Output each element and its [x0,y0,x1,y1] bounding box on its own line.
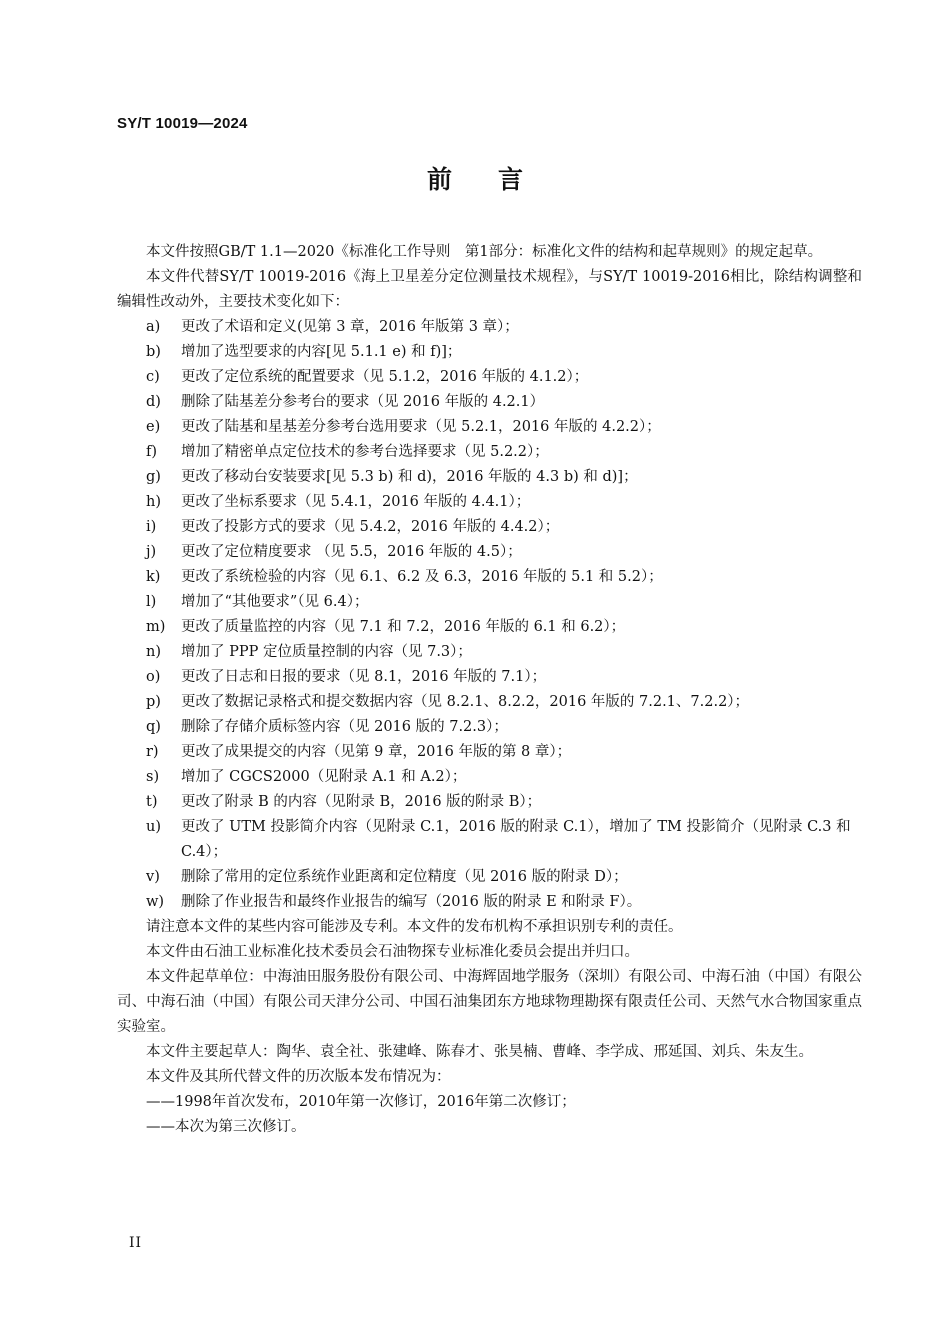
list-item-text: 更改了质量监控的内容（见 7.1 和 7.2，2016 年版的 6.1 和 6.2）； [181,619,626,635]
list-marker: w) [146,894,165,910]
patent-notice: 请注意本文件的某些内容可能涉及专利。本文件的发布机构不承担识别专利的责任。 [146,919,683,935]
list-item-text: 删除了存储介质标签内容（见 2016 版的 7.2.3）； [181,719,508,735]
intro-paragraph: 本文件按照GB/T 1.1—2020《标准化工作导则 第1部分：标准化文件的结构和起草规则》的规定起草。 [146,244,823,260]
list-item [117,440,862,465]
list-item-text: 更改了投影方式的要求（见 5.4.2，2016 年版的 4.4.2）； [181,519,560,535]
list-item [117,765,862,790]
list-item [117,740,862,765]
list-item [117,415,862,440]
list-item-text: 更改了数据记录格式和提交数据内容（见 8.2.1、8.2.2，2016 年版的 7.2.1、7.2.2）； [181,694,750,710]
list-marker: l) [146,594,157,610]
list-item [117,490,862,515]
list-item [117,690,862,715]
list-item [117,465,862,490]
list-marker: u) [146,819,161,835]
list-item [117,715,862,740]
proposer-statement: 本文件由石油工业标准化技术委员会石油物探专业标准化委员会提出并归口。 [146,944,639,960]
list-marker: j) [146,544,157,560]
intro-paragraph: 本文件代替SY/T 10019-2016《海上卫星差分定位测量技术规程》，与SY/T 10019-2016相比，除结构调整和编辑性改动外，主要技术变化如下： [117,269,862,310]
list-marker: v) [146,869,160,885]
list-item [117,790,862,815]
list-item-text: 更改了坐标系要求（见 5.4.1，2016 年版的 4.4.1）； [181,494,531,510]
page-number: II [129,1235,143,1251]
list-marker: s) [146,769,160,785]
list-marker: a) [146,319,161,335]
list-item-text: 更改了系统检验的内容（见 6.1、6.2 及 6.3，2016 年版的 5.1 和 5.2）； [181,569,663,585]
list-item-text: 更改了移动台安装要求[见 5.3 b) 和 d)，2016 年版的 4.3 b) 和 d)]； [181,469,638,485]
list-item-text: 更改了附录 B 的内容（见附录 B，2016 版的附录 B）； [181,794,542,810]
list-item [117,390,862,415]
list-marker: o) [146,669,161,685]
list-marker: h) [146,494,161,510]
list-marker: d) [146,394,161,410]
list-item [117,565,862,590]
list-marker: i) [146,519,157,535]
list-item-text: 增加了选型要求的内容[见 5.1.1 e) 和 f)]； [181,344,462,360]
list-marker: k) [146,569,161,585]
list-item-text: 删除了陆基差分参考台的要求（见 2016 年版的 4.2.1） [181,394,545,410]
list-item-text: 增加了 PPP 定位质量控制的内容（见 7.3）； [181,644,472,660]
list-item-text: 增加了 CGCS2000（见附录 A.1 和 A.2）； [181,769,467,785]
list-item [117,890,862,915]
list-marker: e) [146,419,161,435]
list-marker: c) [146,369,160,385]
list-item-text: 增加了“其他要求”（见 6.4）； [181,594,369,610]
list-item [117,315,862,340]
list-item-text: 增加了精密单点定位技术的参考台选择要求（见 5.2.2）； [181,444,549,460]
list-marker: m) [146,619,166,635]
list-marker: t) [146,794,158,810]
list-marker: q) [146,719,161,735]
foreword-body [117,240,862,1140]
changes-list [117,315,862,915]
history-item: ——1998年首次发布，2010年第一次修订，2016年第二次修订； [146,1094,576,1110]
list-marker: p) [146,694,161,710]
list-marker: r) [146,744,159,760]
list-marker: n) [146,644,161,660]
list-item [117,365,862,390]
standard-code: SY/T 10019—2024 [117,115,248,132]
list-item-text: 更改了陆基和星基差分参考台选用要求（见 5.2.1，2016 年版的 4.2.2）； [181,419,661,435]
list-item-text: 删除了作业报告和最终作业报告的编写（2016 版的附录 E 和附录 F）。 [181,894,642,910]
list-item [117,640,862,665]
history-item: ——本次为第三次修订。 [146,1119,306,1135]
list-item-text: 更改了定位系统的配置要求（见 5.1.2，2016 年版的 4.1.2）； [181,369,589,385]
list-marker: b) [146,344,161,360]
list-item-text: 更改了日志和日报的要求（见 8.1，2016 年版的 7.1）； [181,669,547,685]
history-intro: 本文件及其所代替文件的历次版本发布情况为： [146,1069,451,1085]
list-marker: f) [146,444,158,460]
list-item [117,865,862,890]
list-item-text: 删除了常用的定位系统作业距离和定位精度（见 2016 版的附录 D）； [181,869,628,885]
list-marker: g) [146,469,161,485]
list-item [117,590,862,615]
list-item [117,615,862,640]
page-title: 前言 [426,165,569,194]
list-item-text: 更改了术语和定义(见第 3 章，2016 年版第 3 章）； [181,319,519,335]
list-item [117,665,862,690]
list-item [117,815,862,865]
list-item [117,515,862,540]
list-item-text: 更改了成果提交的内容（见第 9 章，2016 年版的第 8 章）； [181,744,572,760]
list-item-text: 更改了 UTM 投影简介内容（见附录 C.1，2016 版的附录 C.1），增加了 TM 投影简介（见附录 C.3 和 C.4）； [181,819,851,860]
drafters: 本文件主要起草人：陶华、袁全社、张建峰、陈春才、张昊楠、曹峰、李学成、邢延国、刘兵、朱友生。 [146,1044,813,1060]
list-item-text: 更改了定位精度要求 （见 5.5，2016 年版的 4.5）； [181,544,522,560]
list-item [117,340,862,365]
drafting-units: 本文件起草单位：中海油田服务股份有限公司、中海辉固地学服务（深圳）有限公司、中海石油（中国）有限公司、中海石油（中国）有限公司天津分公司、中国石油集团东方地球物理勘探有限责任公司、天然气水合物国家重点实验室。 [117,969,862,1035]
list-item [117,540,862,565]
